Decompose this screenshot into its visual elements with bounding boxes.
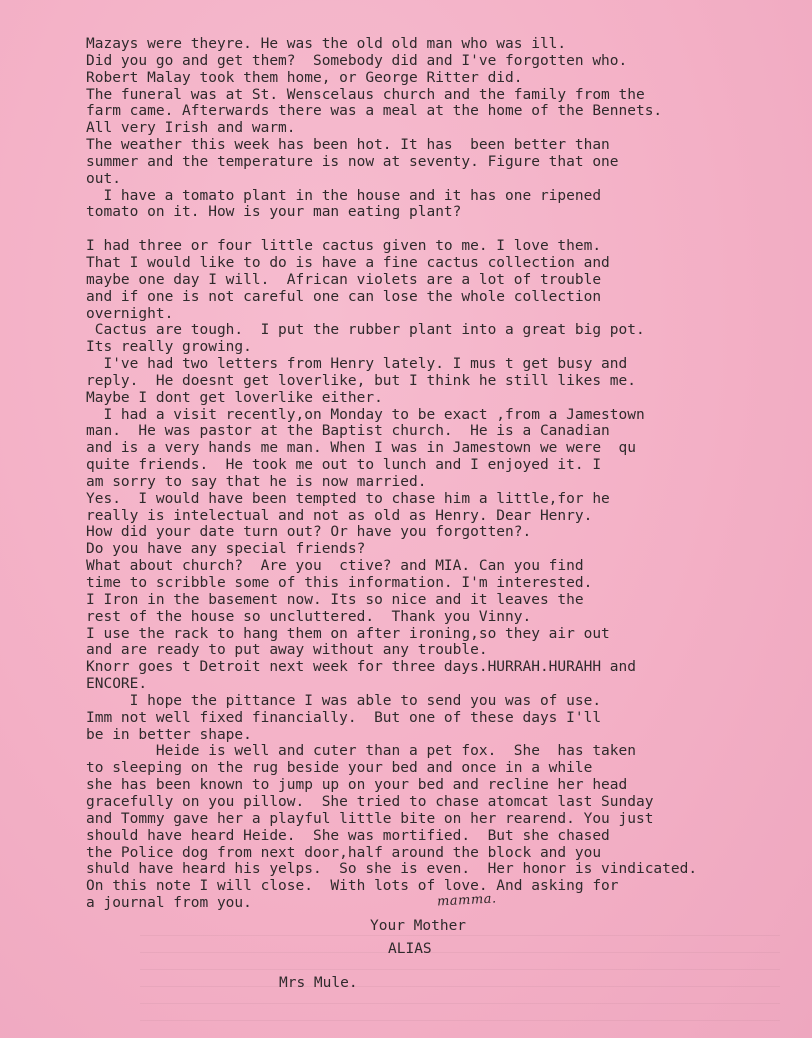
letter-line: On this note I will close. With lots of love. And asking for	[86, 878, 619, 895]
letter-line: the Police dog from next door,half around the block and you	[86, 844, 602, 861]
letter-line: Did you go and get them? Somebody did and I've forgotten who.	[86, 52, 628, 69]
closing-your-mother: Your Mother	[370, 918, 467, 934]
letter-line: man. He was pastor at the Baptist church. He is a Canadian	[86, 423, 610, 440]
letter-line: Do you have any special friends?	[86, 541, 366, 558]
letter-line: quite friends. He took me out to lunch and I enjoyed it. I	[86, 457, 602, 474]
letter-line: I had a visit recently,on Monday to be exact ,from a Jamestown	[86, 406, 645, 423]
letter-line: Heide is well and cuter than a pet fox. She has taken	[86, 743, 636, 760]
handwritten-signature: mamma.	[436, 891, 497, 910]
letter-line: time to scribble some of this information. I'm interested.	[86, 575, 593, 591]
letter-line: The weather this week has been hot. It has been better than	[86, 137, 610, 154]
letter-line: shuld have heard his yelps. So she is even. Her honor is vindicated.	[86, 861, 698, 878]
letter-line: Imm not well fixed financially. But one of these days I'll	[86, 709, 602, 726]
letter-line: Mazays were theyre. He was the old old man who was ill.	[86, 36, 567, 52]
letter-line: Maybe I dont get loverlike either.	[86, 389, 383, 406]
letter-line: Robert Malay took them home, or George Ritter did.	[86, 69, 523, 86]
letter-line: Its really growing.	[86, 339, 252, 356]
letter-line: ENCORE.	[86, 676, 148, 693]
letter-line: gracefully on you pillow. She tried to chase atomcat last Sunday	[86, 793, 654, 810]
letter-line: I've had two letters from Henry lately. I mus t get busy and	[86, 356, 628, 373]
letter-line: a journal from you.	[86, 895, 252, 912]
closing-mrs-mule: Mrs Mule.	[279, 975, 358, 991]
letter-line: Cactus are tough. I put the rubber plant into a great big pot.	[86, 322, 645, 339]
letter-line: All very Irish and warm.	[86, 120, 296, 137]
letter-line: What about church? Are you ctive? and MIA. Can you find	[86, 558, 584, 575]
letter-line: out.	[86, 170, 121, 187]
letter-line: maybe one day I will. African violets are a lot of trouble	[86, 271, 602, 288]
letter-line: I hope the pittance I was able to send you was of use.	[86, 692, 602, 709]
letter-line: really is intelectual and not as old as Henry. Dear Henry.	[86, 507, 593, 524]
letter-line: How did your date turn out? Or have you forgotten?.	[86, 524, 532, 541]
letter-line: and are ready to put away without any trouble.	[86, 642, 488, 659]
letter-line: to sleeping on the rug beside your bed and once in a while	[86, 760, 593, 777]
letter-line: Knorr goes t Detroit next week for three days.HURRAH.HURAHH and	[86, 659, 636, 676]
letter-line: Yes. I would have been tempted to chase him a little,for he	[86, 490, 610, 507]
letter-line: I have a tomato plant in the house and it has one ripened	[86, 187, 602, 204]
letter-line: summer and the temperature is now at seventy. Figure that one	[86, 153, 619, 170]
letter-line: tomato on it. How is your man eating plant?	[86, 204, 462, 221]
letter-line: should have heard Heide. She was mortified. But she chased	[86, 827, 610, 844]
letter-line: farm came. Afterwards there was a meal at the home of the Bennets.	[86, 103, 663, 120]
letter-line: rest of the house so uncluttered. Thank you Vinny.	[86, 608, 532, 625]
letter-line: I had three or four little cactus given to me. I love them.	[86, 238, 602, 255]
letter-line: and is a very hands me man. When I was in Jamestown we were qu	[86, 440, 636, 457]
letter-line	[86, 221, 802, 238]
letter-body	[86, 36, 802, 912]
letter-line: am sorry to say that he is now married.	[86, 473, 427, 490]
letter-line: The funeral was at St. Wenscelaus church and the family from the	[86, 86, 645, 103]
show-through-text	[140, 925, 780, 1035]
letter-line: and if one is not careful one can lose the whole collection	[86, 288, 602, 305]
letter-line: and Tommy gave her a playful little bite on her rearend. You just	[86, 810, 654, 827]
letter-line: overnight.	[86, 305, 174, 322]
letter-line: be in better shape.	[86, 726, 252, 743]
letter-line: she has been known to jump up on your bed and recline her head	[86, 777, 628, 794]
letter-line: I Iron in the basement now. Its so nice and it leaves the	[86, 591, 584, 608]
closing-alias: ALIAS	[388, 941, 432, 957]
letter-line: reply. He doesnt get loverlike, but I think he still likes me.	[86, 372, 636, 389]
letter-line: That I would like to do is have a fine cactus collection and	[86, 254, 610, 271]
letter-line: I use the rack to hang them on after ironing,so they air out	[86, 625, 610, 642]
